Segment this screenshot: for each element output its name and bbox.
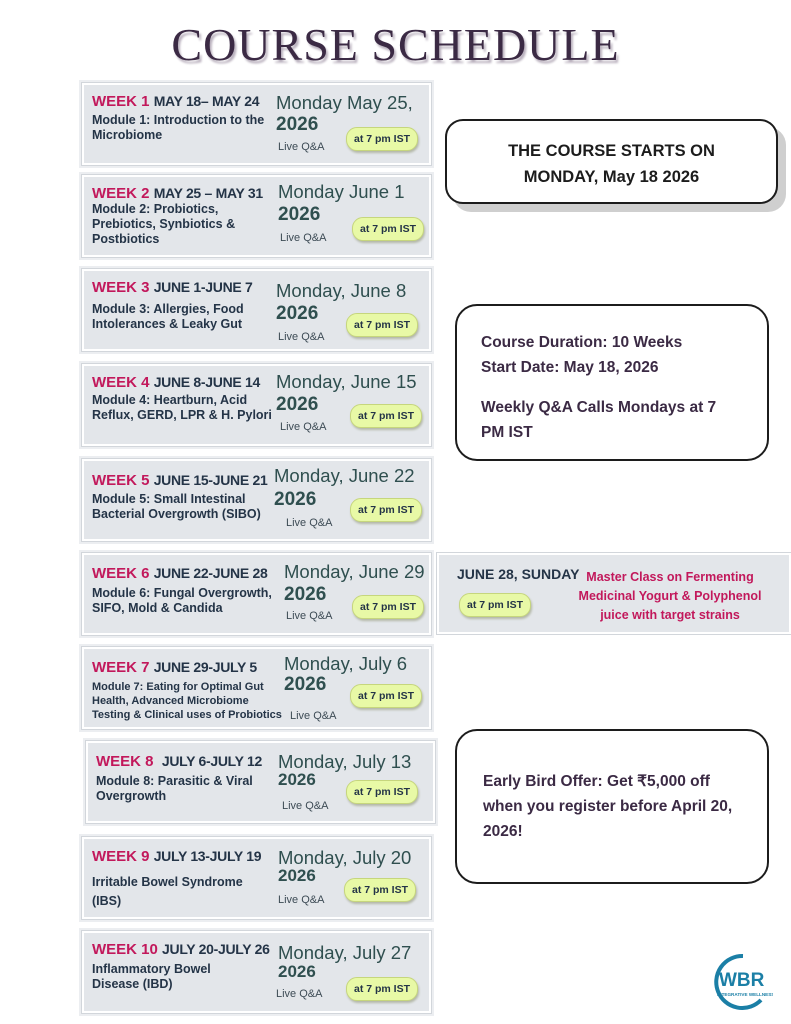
session-year: 2026: [278, 962, 316, 981]
session-day: Monday, July 13: [278, 751, 412, 772]
logo-tagline: INTEGRATIVE WELLNESS: [717, 992, 773, 997]
module-title: Module 4: Heartburn, Acid Reflux, GERD, LPR & H. Pylori: [92, 393, 272, 422]
time-pill: at 7 pm IST: [344, 878, 416, 902]
time-pill: at 7 pm IST: [350, 498, 422, 522]
live-qa-label: Live Q&A: [286, 610, 333, 622]
week-number: WEEK 4: [92, 374, 150, 391]
week-card-1: [82, 83, 431, 165]
week-card-9: [82, 837, 431, 919]
session-day: Monday June 1: [278, 181, 405, 202]
course-start-line1: THE COURSE STARTS ON: [508, 142, 715, 160]
live-qa-label: Live Q&A: [276, 988, 323, 1000]
time-pill: at 7 pm IST: [346, 977, 418, 1001]
time-pill: at 7 pm IST: [346, 313, 418, 337]
session-year: 2026: [276, 303, 319, 324]
week-dates: JUNE 15-JUNE 21: [153, 472, 268, 488]
week-dates: MAY 18– MAY 24: [153, 93, 260, 109]
page-title: COURSE SCHEDULE: [171, 19, 620, 70]
module-title: Module 2: Probiotics, Prebiotics, Synbiotics & Postbiotics: [92, 202, 236, 246]
week-card-8: [86, 741, 435, 823]
time-pill: at 7 pm IST: [352, 217, 424, 241]
live-qa-label: Live Q&A: [280, 232, 327, 244]
session-day: Monday, June 22: [274, 465, 415, 486]
week-number: WEEK 7: [92, 659, 150, 676]
session-day: Monday, July 27: [278, 942, 412, 963]
course-start-line2: MONDAY, May 18 2026: [523, 168, 700, 186]
session-day: Monday May 25,: [276, 92, 413, 113]
live-qa-label: Live Q&A: [278, 894, 325, 906]
course-duration: Course Duration: 10 Weeks: [481, 334, 683, 351]
week-number: WEEK 5: [92, 472, 150, 489]
live-qa-label: Live Q&A: [290, 710, 337, 722]
course-duration-box: [455, 304, 769, 461]
week-number: WEEK 8: [96, 753, 154, 770]
masterclass-date: JUNE 28, SUNDAY: [457, 566, 580, 582]
session-year: 2026: [284, 674, 327, 695]
wbr-logo: [703, 952, 773, 1010]
week-dates: MAY 25 – MAY 31: [153, 185, 263, 201]
session-year: 2026: [278, 204, 321, 225]
week-dates: JULY 13-JULY 19: [153, 848, 262, 864]
early-bird-offer-box: [455, 729, 769, 884]
week-number: WEEK 9: [92, 848, 150, 865]
module-title: Module 5: Small Intestinal Bacterial Overgrowth (SIBO): [92, 492, 261, 521]
week-card-3: [82, 269, 431, 351]
session-year: 2026: [284, 584, 327, 605]
module-title: Module 3: Allergies, Food Intolerances & Leaky Gut: [92, 302, 244, 331]
module-title: Module 6: Fungal Overgrowth, SIFO, Mold & Candida: [92, 586, 272, 615]
week-card-4: [82, 364, 431, 446]
week-dates: JULY 20-JULY 26: [162, 941, 270, 957]
week-card-5: [82, 459, 431, 541]
week-dates: JUNE 29-JULY 5: [153, 659, 257, 675]
time-pill: at 7 pm IST: [346, 780, 418, 804]
live-qa-label: Live Q&A: [282, 800, 329, 812]
week-dates: JUNE 22-JUNE 28: [153, 565, 268, 581]
live-qa-label: Live Q&A: [278, 141, 325, 153]
week-card-7: [82, 647, 431, 729]
session-day: Monday, June 8: [276, 280, 407, 301]
live-qa-label: Live Q&A: [286, 517, 333, 529]
masterclass-time-pill: at 7 pm IST: [459, 593, 531, 617]
time-pill: at 7 pm IST: [350, 404, 422, 428]
weekly-calls: Weekly Q&A Calls Mondays at 7 PM IST: [481, 399, 717, 441]
session-day: Monday, June 15: [276, 371, 417, 392]
masterclass-title: Master Class on Fermenting Medicinal Yogurt & Polyphenol juice with target strains: [578, 570, 762, 622]
early-bird-offer: Early Bird Offer: Get ₹5,000 off when you register before April 20, 2026!: [483, 773, 733, 840]
wbr-logo-mark: [703, 952, 773, 1010]
week-number: WEEK 6: [92, 565, 150, 582]
live-qa-label: Live Q&A: [278, 331, 325, 343]
live-qa-label: Live Q&A: [280, 421, 327, 433]
course-start-box: [445, 119, 778, 204]
masterclass-card: [437, 553, 791, 634]
week-number: WEEK 10: [92, 941, 158, 958]
module-title: Module 7: Eating for Optimal Gut Health, Advanced Microbiome Testing & Clinical uses of Probiotics: [92, 681, 282, 721]
week-dates: JUNE 1-JUNE 7: [153, 279, 253, 295]
week-number: WEEK 3: [92, 279, 150, 296]
time-pill: at 7 pm IST: [346, 127, 418, 151]
week-number: WEEK 2: [92, 185, 150, 202]
week-card-2: [82, 175, 431, 257]
module-title: Module 8: Parasitic & Viral Overgrowth: [96, 774, 253, 803]
time-pill: at 7 pm IST: [350, 684, 422, 708]
week-dates: JUNE 8-JUNE 14: [153, 374, 260, 390]
start-date: Start Date: May 18, 2026: [481, 359, 659, 376]
session-year: 2026: [274, 489, 317, 510]
session-day: Monday, June 29: [284, 561, 425, 582]
module-title: Irritable Bowel Syndrome (IBS): [92, 875, 243, 908]
session-day: Monday, July 6: [284, 653, 408, 674]
module-title: Module 1: Introduction to the Microbiome: [92, 113, 265, 142]
week-number: WEEK 1: [92, 93, 150, 110]
session-year: 2026: [278, 866, 316, 885]
module-title: Inflammatory Bowel Disease (IBD): [92, 962, 211, 991]
week-dates: JULY 6-JULY 12: [161, 753, 262, 769]
session-day: Monday, July 20: [278, 847, 412, 868]
session-year: 2026: [276, 394, 319, 415]
logo-text: WBR: [719, 970, 765, 991]
session-year: 2026: [278, 770, 316, 789]
week-card-10: [82, 931, 431, 1013]
time-pill: at 7 pm IST: [352, 595, 424, 619]
session-year: 2026: [276, 114, 319, 135]
week-card-6: [82, 553, 431, 635]
